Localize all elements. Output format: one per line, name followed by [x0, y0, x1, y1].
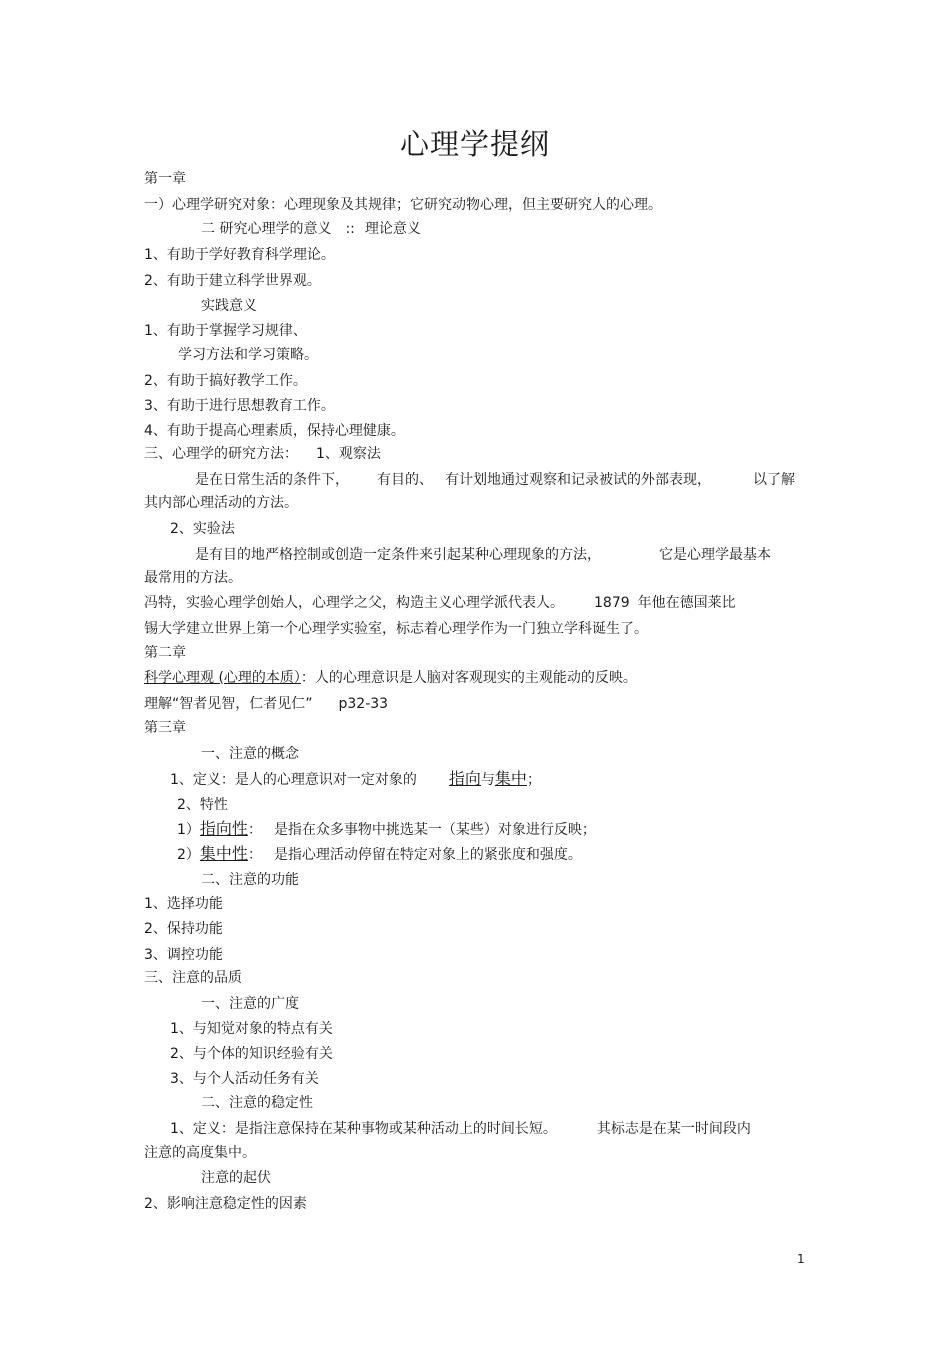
- section-heading: 一、注意的概念: [201, 746, 299, 762]
- text-segment: 理解“智者见智，仁者见仁”: [144, 696, 313, 712]
- text-line: [144, 669, 637, 687]
- text-line: [177, 820, 596, 839]
- text-line: [195, 546, 771, 564]
- text-line: 其内部心理活动的方法。: [144, 495, 298, 511]
- text-segment: ：: [247, 822, 262, 838]
- text-segment: 1）: [177, 822, 200, 838]
- chapter-heading: 第二章: [144, 645, 186, 661]
- text-segment: 1879: [594, 595, 630, 611]
- list-item: 1、与知觉对象的特点有关: [170, 1021, 333, 1037]
- text-line: 学习方法和学习策略。: [178, 347, 318, 363]
- section-heading: 注意的起伏: [201, 1170, 271, 1186]
- text-segment: 以了解: [753, 472, 795, 488]
- list-item: 3、调控功能: [144, 947, 223, 963]
- section-heading: 二、注意的功能: [201, 872, 299, 888]
- text-segment: 是在日常生活的条件下，: [195, 472, 349, 488]
- text-segment: 1、定义：是人的心理意识对一定对象的: [170, 772, 417, 788]
- text-line: 最常用的方法。: [144, 570, 242, 586]
- text-line: [170, 770, 541, 789]
- text-segment: 冯特，实验心理学创始人，心理学之父，构造主义心理学派代表人。: [144, 595, 564, 611]
- list-item: 2、有助于搞好教学工作。: [144, 373, 307, 389]
- text-segment: 2）: [177, 847, 200, 863]
- section-heading: [144, 445, 381, 463]
- list-item: 2、有助于建立科学世界观。: [144, 273, 321, 289]
- page-number: 1: [797, 1252, 805, 1266]
- list-item: 3、与个人活动任务有关: [170, 1071, 319, 1087]
- list-item: 3、有助于进行思想教育工作。: [144, 398, 335, 414]
- list-item: 2、与个体的知识经验有关: [170, 1046, 333, 1062]
- text-segment: 其标志是在某一时间段内: [596, 1121, 751, 1137]
- list-item: 2、保持功能: [144, 921, 223, 937]
- section-heading: 实践意义: [201, 298, 257, 314]
- section-heading: 三、注意的品质: [144, 970, 242, 986]
- list-item: 1、有助于学好教育科学理论。: [144, 247, 335, 263]
- text-segment: 二 研究心理学的意义: [201, 221, 332, 237]
- underlined-term: 指向性: [199, 819, 248, 838]
- text-line: 一）心理学研究对象：心理现象及其规律；它研究动物心理，但主要研究人的心理。: [144, 197, 662, 213]
- text-line: 注意的高度集中。: [144, 1145, 256, 1161]
- text-segment: ；: [526, 772, 541, 788]
- text-segment: 年他在德国莱比: [637, 595, 736, 611]
- text-segment: ：人的心理意识是人脑对客观现实的主观能动的反映。: [300, 670, 637, 686]
- page-title: 心理学提纲: [399, 127, 550, 161]
- chapter-heading: 第三章: [144, 720, 186, 736]
- underlined-term: 集中性: [199, 844, 248, 863]
- text-segment: 是有目的地严格控制或创造一定条件来引起某种心理现象的方法，: [195, 547, 601, 563]
- text-segment: 是指心理活动停留在特定对象上的紧张度和强度。: [273, 847, 582, 863]
- list-item: 1、有助于掌握学习规律、: [144, 323, 307, 339]
- text-line: [177, 845, 582, 864]
- text-segment: 与: [480, 772, 495, 788]
- list-item: 2、影响注意稳定性的因素: [144, 1196, 307, 1212]
- text-segment: 它是心理学最基本: [659, 547, 771, 563]
- text-segment: p32-33: [338, 696, 389, 712]
- text-segment: 1、定义：是指注意保持在某种事物或某种活动上的时间长短。: [170, 1121, 557, 1137]
- text-line: 2、特性: [177, 797, 228, 813]
- text-line: [170, 1120, 751, 1138]
- text-segment: 1、观察法: [316, 446, 381, 462]
- list-item: 4、有助于提高心理素质，保持心理健康。: [144, 423, 405, 439]
- text-segment: ::: [345, 221, 355, 237]
- text-line: [195, 471, 795, 489]
- text-segment: 理论意义: [364, 221, 421, 237]
- section-heading: [201, 220, 421, 238]
- text-segment: 是指在众多事物中挑选某一（某些）对象进行反映；: [273, 822, 596, 838]
- text-segment: 有计划地通过观察和记录被试的外部表现，: [445, 472, 711, 488]
- section-heading: 一、注意的广度: [201, 996, 299, 1012]
- chapter-heading: 第一章: [144, 171, 186, 187]
- text-line: [144, 695, 388, 713]
- underlined-term: 集中: [494, 769, 527, 788]
- underlined-term: 指向: [448, 769, 481, 788]
- text-segment: ：: [247, 847, 262, 863]
- text-line: [144, 594, 736, 612]
- text-segment: 三、心理学的研究方法：: [144, 446, 298, 462]
- section-heading: 2、实验法: [170, 521, 235, 537]
- section-heading: 二、注意的稳定性: [201, 1095, 313, 1111]
- underlined-term: 科学心理观 (心理的本质）: [144, 670, 301, 686]
- list-item: 1、选择功能: [144, 896, 223, 912]
- text-line: 锡大学建立世界上第一个心理学实验室，标志着心理学作为一门独立学科诞生了。: [144, 621, 648, 637]
- text-segment: 有目的、: [377, 472, 433, 488]
